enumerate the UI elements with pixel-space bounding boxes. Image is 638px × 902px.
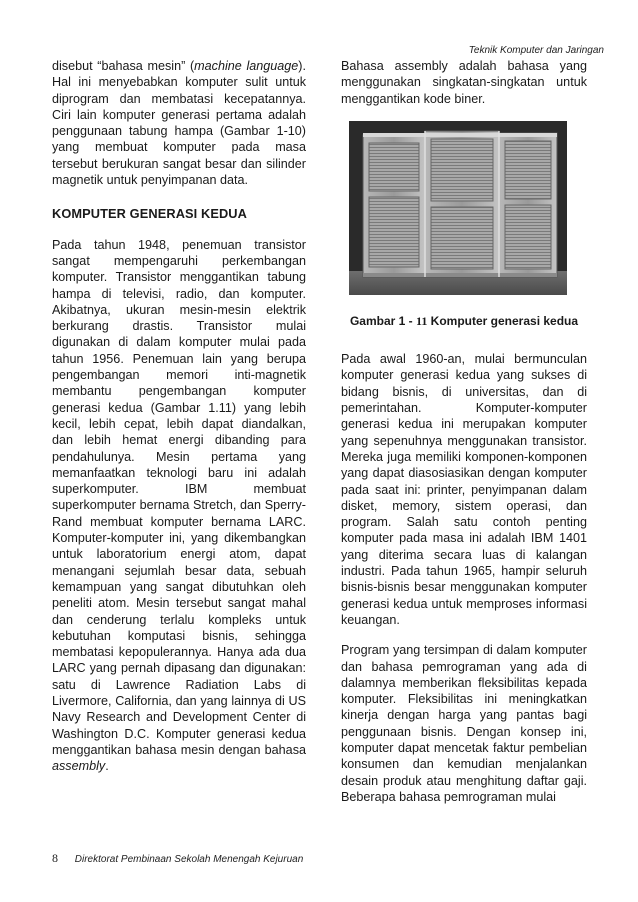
figure-caption: Gambar 1 - 11 Komputer generasi kedua	[349, 313, 579, 328]
italic-term: assembly	[52, 759, 106, 774]
paragraph-assembly: Bahasa assembly adalah bahasa yang menggunakan singkatan-singkatan untuk menggantikan kode biner.	[341, 59, 587, 106]
left-column	[52, 58, 306, 788]
figure-photo-second-gen-computer	[349, 121, 567, 295]
page-number: 8	[52, 851, 58, 865]
italic-term: machine language	[194, 59, 299, 73]
computer-cabinet-photo	[349, 121, 567, 295]
publisher-line: Direktorat Pembinaan Sekolah Menengah Kejuruan	[74, 854, 304, 865]
paragraph-machine-language: disebut “bahasa mesin” (machine language). Hal ini menyebabkan komputer sulit untuk diprogram dan membatasi kecepatannya. Ciri lain komputer generasi pertama adalah penggunaan tabung hampa (Gambar 1-10) yang membuat komputer pada masa tersebut berukuran sangat besar dan silinder magnetik untuk penyimpanan data.	[52, 59, 306, 188]
paragraph-stored-program: Program yang tersimpan di dalam komputer dan bahasa pemrograman yang ada di dalamnya memberikan fleksibilitas kepada komputer. Fleksibilitas ini meningkatkan kinerja dengan harga yang pantas bagi penggunaan bisnis. Dengan konsep ini, komputer dapat mencetak faktur pembelian konsumen dan kemudian menjalankan desain produk atau menghitung daftar gaji. Beberapa bahasa pemrograman mulai	[341, 643, 587, 804]
paragraph-transistor: Pada tahun 1948, penemuan transistor sangat mempengaruhi perkembangan komputer. Transistor menggantikan tabung hampa di televisi, radio, dan komputer. Akibatnya, ukuran mesin-mesin elektrik berkurang drastis. Transistor mulai digunakan di dalam komputer mulai pada tahun 1956. Penemuan lain yang berupa pengembangan memori inti-magnetik membantu pengembangan komputer generasi kedua (Gambar 1.11) yang lebih kecil, lebih cepat, lebih dapat diandalkan, dan lebih hemat energi dibanding para pendahulunya. Mesin pertama yang memanfaatkan teknologi baru ini adalah superkomputer. IBM membuat superkomputer bernama Stretch, dan Sperry-Rand membuat komputer bernama LARC. Komputer-komputer ini, yang dikembangkan untuk laboratorium energi atom, dapat menangani sejumlah besar data, sebuah kemampuan yang sangat dibutuhkan oleh peneliti atom. Mesin tersebut sangat mahal dan cenderung terlalu kompleks untuk kebutuhan komputasi bisnis, sehingga membatasi kepopulerannya. Hanya ada dua LARC yang pernah dipasang dan digunakan: satu di Lawrence Radiation Labs di Livermore, California, dan yang lainnya di US Navy Research and Development Center di Washington D.C. Komputer generasi kedua menggantikan bahasa mesin dengan bahasa assembly.	[52, 237, 306, 774]
paragraph-early-1960s: Pada awal 1960-an, mulai bermunculan komputer generasi kedua yang sukses di bidang bisnis, di universitas, dan di pemerintahan. Komputer-komputer generasi kedua ini merupakan komputer yang sepenuhnya menggunakan transistor. Mereka juga memiliki komponen-komponen yang dapat diasosiasikan dengan komputer pada saat ini: printer, penyimpanan dalam disket, memory, sistem operasi, dan program. Salah satu contoh penting komputer pada masa ini adalah IBM 1401 yang diterima secara luas di kalangan industri. Pada tahun 1965, hampir seluruh bisnis-bisnis besar menggunakan komputer generasi kedua untuk memproses informasi keuangan.	[341, 352, 587, 627]
running-header: Teknik Komputer dan Jaringan	[468, 45, 604, 56]
page-footer	[52, 851, 303, 866]
right-column	[341, 58, 587, 819]
section-heading: KOMPUTER GENERASI KEDUA	[52, 206, 247, 222]
